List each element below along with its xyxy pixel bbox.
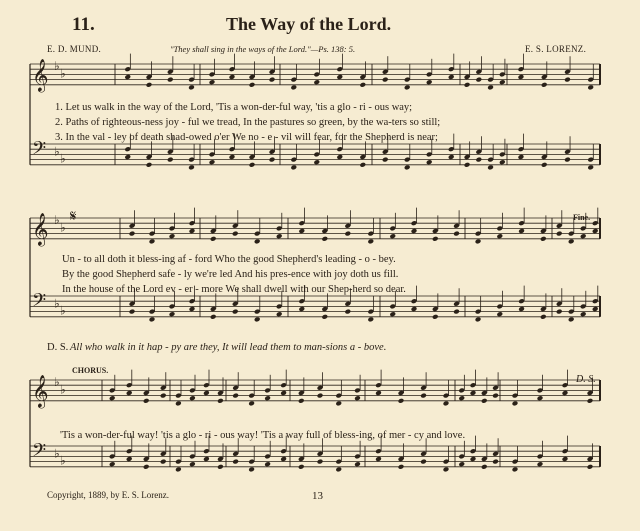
notehead — [313, 79, 320, 85]
flat-icon: ♭ — [54, 296, 60, 311]
notehead — [129, 309, 136, 315]
notehead — [169, 311, 176, 317]
notehead — [518, 74, 525, 80]
notehead — [420, 393, 427, 399]
notehead — [298, 464, 305, 470]
notehead — [432, 236, 439, 242]
notehead — [475, 157, 482, 163]
notehead — [556, 309, 563, 315]
notehead — [344, 231, 351, 237]
verse-1-line-1: 1. Let us walk in the way of the Lord, 'Tis a won-der-ful way, 'tis a glo - ri - ous way; — [55, 102, 413, 113]
notehead — [336, 74, 343, 80]
scripture-epigraph: "They shall sing in the ways of the Lord."—Ps. 138: 5. — [170, 44, 356, 54]
notehead — [175, 466, 182, 472]
notehead — [487, 84, 494, 90]
composer-right: E. S. LORENZ. — [525, 44, 587, 54]
notehead — [189, 228, 196, 234]
notehead — [229, 74, 236, 80]
notehead — [298, 398, 305, 404]
notehead — [470, 390, 477, 396]
notehead — [149, 316, 156, 322]
flat-icon: ♭ — [60, 151, 66, 166]
notehead — [290, 84, 297, 90]
flat-icon: ♭ — [60, 382, 66, 397]
notehead — [518, 306, 525, 312]
notehead — [276, 233, 283, 239]
notehead — [124, 74, 131, 80]
notehead — [568, 238, 575, 244]
notehead — [232, 231, 239, 237]
notehead — [587, 164, 594, 170]
notehead — [109, 461, 116, 467]
notehead — [464, 162, 471, 168]
notehead — [264, 461, 271, 467]
flat-icon: ♭ — [54, 446, 60, 461]
notehead — [512, 466, 519, 472]
notehead — [210, 236, 217, 242]
notehead — [269, 77, 276, 83]
page-number: 13 — [312, 490, 323, 502]
notehead — [587, 84, 594, 90]
notehead — [475, 77, 482, 83]
notehead — [232, 309, 239, 315]
notehead — [146, 82, 153, 88]
verse-2-line-2: By the good Shepherd safe - ly we're led And his pres-ence with joy doth us fill. — [62, 269, 399, 280]
notehead — [389, 233, 396, 239]
treble-clef-icon: 𝄞 — [32, 212, 49, 246]
treble-clef-icon: 𝄞 — [32, 374, 49, 408]
notehead — [269, 157, 276, 163]
bass-clef-icon: 𝄢 — [32, 440, 47, 466]
notehead — [458, 395, 465, 401]
notehead — [209, 159, 216, 165]
notehead — [367, 316, 374, 322]
notehead — [398, 464, 405, 470]
chorus-verse: 'Tis a won-der-ful way! 'tis a glo - ri - ous way! 'Tis a way full of bless-ing, of mer - cy and love. — [60, 430, 466, 441]
hymn-number: 11. — [72, 14, 95, 35]
notehead — [254, 238, 261, 244]
notehead — [317, 393, 324, 399]
verse-3-line-1: 3. In the val - ley of death shad-owed o'er We no - e - vil will fear, for the Shepherd is near; — [55, 132, 438, 143]
notehead — [126, 390, 133, 396]
notehead — [541, 82, 548, 88]
notehead — [541, 162, 548, 168]
notehead — [587, 398, 594, 404]
flat-icon: ♭ — [54, 144, 60, 159]
notehead — [254, 316, 261, 322]
notehead — [354, 395, 361, 401]
notehead — [160, 459, 167, 465]
notehead — [217, 398, 224, 404]
notehead — [321, 314, 328, 320]
notehead — [298, 306, 305, 312]
notehead — [540, 236, 547, 242]
notehead — [189, 461, 196, 467]
notehead — [313, 159, 320, 165]
notehead — [336, 154, 343, 160]
notehead — [382, 77, 389, 83]
notehead — [411, 228, 418, 234]
notehead — [537, 395, 544, 401]
notehead — [564, 157, 571, 163]
notehead — [499, 159, 506, 165]
notehead — [475, 316, 482, 322]
notehead — [420, 459, 427, 465]
notehead — [167, 157, 174, 163]
notehead — [276, 311, 283, 317]
notehead — [562, 390, 569, 396]
notehead — [124, 154, 131, 160]
notehead — [359, 82, 366, 88]
notehead — [481, 398, 488, 404]
notehead — [518, 228, 525, 234]
flat-icon: ♭ — [54, 375, 60, 390]
notehead — [389, 311, 396, 317]
notehead — [518, 154, 525, 160]
notehead — [580, 311, 587, 317]
flat-icon: ♭ — [60, 220, 66, 235]
notehead — [426, 159, 433, 165]
notehead — [280, 390, 287, 396]
notehead — [568, 316, 575, 322]
bass-clef-icon: 𝄢 — [32, 138, 47, 164]
flat-icon: ♭ — [60, 66, 66, 81]
notehead — [146, 162, 153, 168]
notehead — [453, 231, 460, 237]
fine-marking: Fine. — [573, 213, 591, 222]
notehead — [540, 314, 547, 320]
notehead — [249, 162, 256, 168]
ds-marking-chorus: D. S. — [576, 374, 596, 385]
notehead — [189, 395, 196, 401]
notehead — [321, 236, 328, 242]
notehead — [481, 464, 488, 470]
notehead — [188, 164, 195, 170]
notehead — [404, 84, 411, 90]
notehead — [232, 459, 239, 465]
notehead — [175, 400, 182, 406]
ds-label-system-2: D. S. — [47, 342, 69, 353]
notehead — [232, 393, 239, 399]
notehead — [203, 390, 210, 396]
notehead — [280, 456, 287, 462]
notehead — [354, 461, 361, 467]
notehead — [592, 306, 599, 312]
notehead — [448, 74, 455, 80]
notehead — [229, 154, 236, 160]
notehead — [464, 82, 471, 88]
ds-verse: All who walk in it hap - py are they, It will lead them to man-sions a - bove. — [70, 342, 387, 353]
flat-icon: ♭ — [54, 213, 60, 228]
notehead — [210, 314, 217, 320]
flat-icon: ♭ — [60, 453, 66, 468]
chorus-label: CHORUS. — [72, 366, 109, 375]
notehead — [580, 233, 587, 239]
notehead — [458, 461, 465, 467]
hymn-title: The Way of the Lord. — [226, 14, 392, 34]
notehead — [587, 464, 594, 470]
notehead — [443, 400, 450, 406]
notehead — [375, 456, 382, 462]
notehead — [149, 238, 156, 244]
notehead — [344, 309, 351, 315]
notehead — [448, 154, 455, 160]
notehead — [264, 395, 271, 401]
notehead — [537, 461, 544, 467]
notehead — [453, 309, 460, 315]
notehead — [217, 464, 224, 470]
notehead — [143, 464, 150, 470]
notehead — [496, 233, 503, 239]
notehead — [411, 306, 418, 312]
notehead — [167, 77, 174, 83]
verse-2-line-1: 2. Paths of righteous-ness joy - ful we tread, In the pastures so green, by the wa-ters so still; — [55, 117, 441, 128]
notehead — [562, 456, 569, 462]
notehead — [564, 77, 571, 83]
notehead — [487, 164, 494, 170]
notehead — [335, 400, 342, 406]
notehead — [398, 398, 405, 404]
notehead — [335, 466, 342, 472]
bass-clef-icon: 𝄢 — [32, 290, 47, 316]
notehead — [426, 79, 433, 85]
notehead — [475, 238, 482, 244]
notehead — [209, 79, 216, 85]
notehead — [443, 466, 450, 472]
notehead — [109, 395, 116, 401]
flat-icon: ♭ — [54, 59, 60, 74]
segno-sign: 𝄋 — [70, 209, 77, 225]
notehead — [492, 459, 499, 465]
notehead — [404, 164, 411, 170]
notehead — [496, 311, 503, 317]
treble-clef-icon: 𝄞 — [32, 58, 49, 92]
notehead — [188, 84, 195, 90]
notehead — [290, 164, 297, 170]
notehead — [382, 157, 389, 163]
notehead — [248, 466, 255, 472]
notehead — [203, 456, 210, 462]
notehead — [499, 79, 506, 85]
notehead — [592, 228, 599, 234]
notehead — [375, 390, 382, 396]
verse-3-line-2: In the house of the Lord ev - er - more We shall dwell with our Shep-herd so dear. — [62, 284, 406, 295]
notehead — [249, 82, 256, 88]
notehead — [248, 400, 255, 406]
notehead — [129, 231, 136, 237]
verse-1-line-2: Un - to all doth it bless-ing af - ford Who the good Shepherd's leading - o - bey. — [62, 254, 396, 265]
notehead — [169, 233, 176, 239]
notehead — [160, 393, 167, 399]
notehead — [367, 238, 374, 244]
notehead — [470, 456, 477, 462]
notehead — [432, 314, 439, 320]
notehead — [143, 398, 150, 404]
notehead — [126, 456, 133, 462]
composer-left: E. D. MUND. — [47, 44, 102, 54]
notehead — [556, 231, 563, 237]
notehead — [492, 393, 499, 399]
copyright-notice: Copyright, 1889, by E. S. Lorenz. — [47, 490, 169, 500]
notehead — [512, 400, 519, 406]
notehead — [298, 228, 305, 234]
flat-icon: ♭ — [60, 303, 66, 318]
notehead — [359, 162, 366, 168]
notehead — [189, 306, 196, 312]
notehead — [317, 459, 324, 465]
